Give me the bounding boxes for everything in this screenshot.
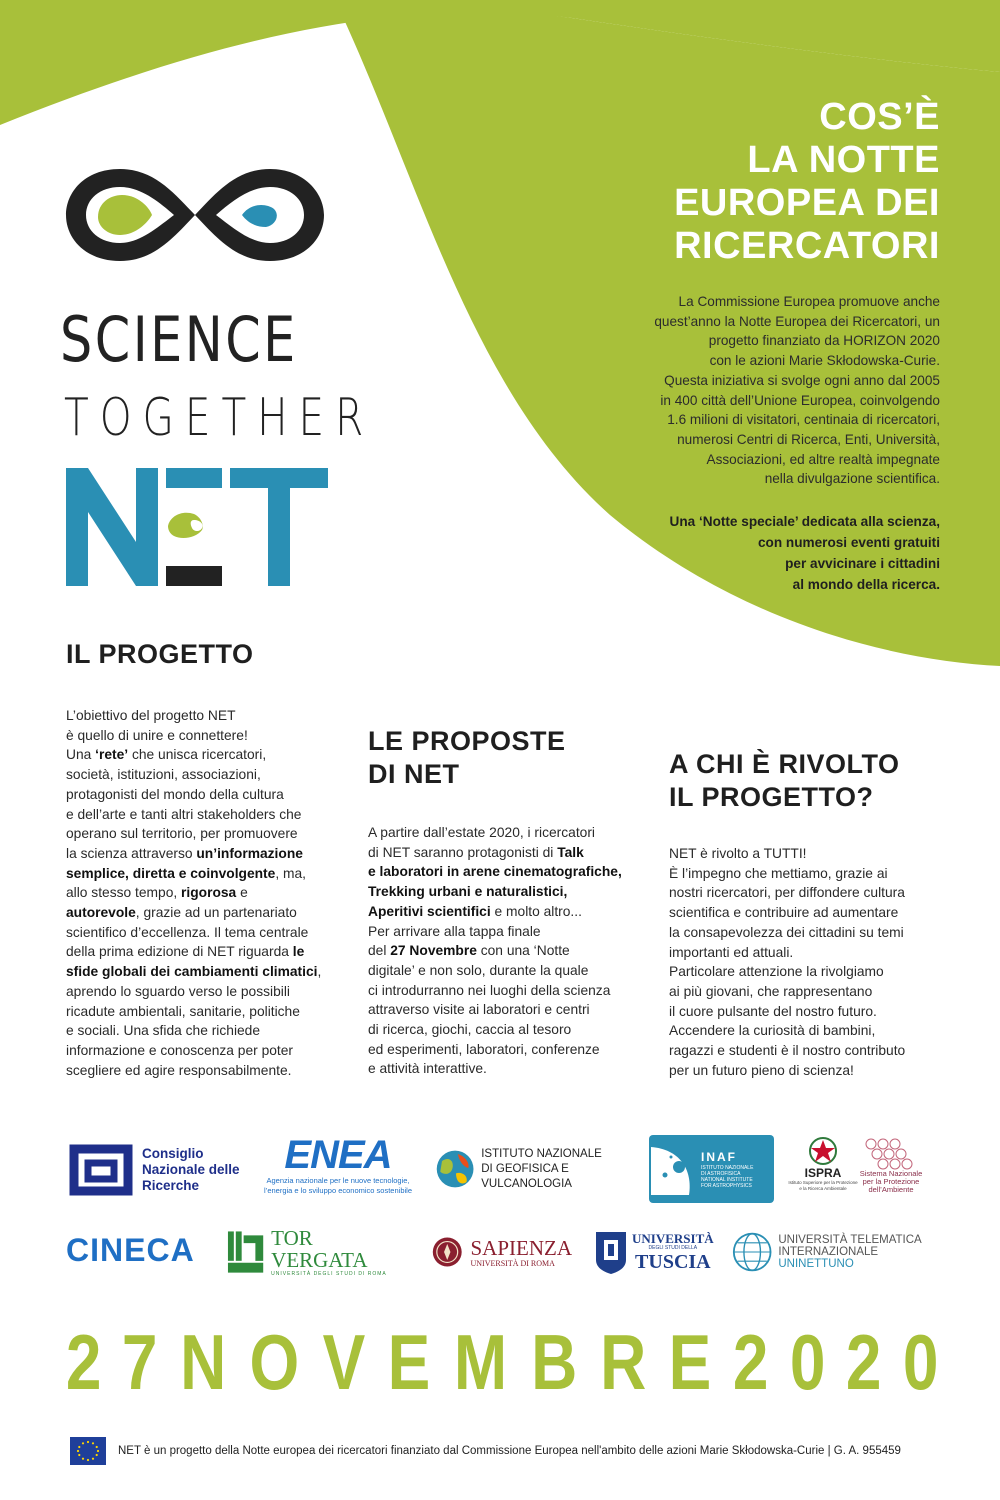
hero-desc-line: numerosi Centri di Ricerca, Enti, Università, — [677, 431, 940, 447]
ingv-text: DI GEOFISICA E VULCANOLOGIA — [481, 1162, 572, 1190]
ispra-name: ISPRA — [804, 1166, 842, 1180]
text-line: semplice, diretta e coinvolgente, ma, — [66, 865, 306, 881]
date-char: M — [453, 1318, 507, 1406]
hero-desc-line: nella divulgazione scientifica. — [764, 471, 940, 487]
text-line: autorevole, grazie ad un partenariato — [66, 905, 297, 921]
hero-highlight-line: Una ‘Notte speciale’ dedicata alla scienza, — [669, 514, 940, 529]
brand-together: TOGETHER — [64, 388, 375, 448]
footer-text: NET è un progetto della Notte europea dei ricercatori finanziato dal Commissione Europea nell'ambito delle azioni Marie Skłodowska-Curie | G. A. 955459 — [118, 1445, 901, 1457]
inaf-sub: ISTITUTO NAZIONALE — [701, 1165, 754, 1171]
hero-desc-line: La Commissione Europea promuove anche — [678, 294, 940, 309]
hero-desc-line: progetto finanziato da HORIZON 2020 — [708, 333, 940, 349]
date-char: 2 — [846, 1318, 882, 1406]
torvergata-name: TOR VERGATA — [271, 1226, 368, 1272]
hero-title-line: COS’È — [819, 96, 940, 138]
cineca-logo — [66, 1228, 206, 1272]
text-line: sfide globali dei cambiamenti climatici, — [66, 964, 322, 980]
ispra-sub: Istituto Superiore per la Protezione — [788, 1180, 858, 1185]
text-line: protagonisti del mondo della cultura — [66, 786, 284, 802]
text-line: ci introdurranno nei luoghi della scienza — [368, 982, 611, 998]
heading-line: A CHI È RIVOLTO — [669, 749, 900, 779]
date-char: 2 — [65, 1318, 102, 1406]
hero-title — [580, 96, 940, 268]
text-line: scegliere ed agire responsabilmente. — [66, 1062, 292, 1078]
event-date — [62, 1318, 942, 1406]
text-line: ai più giovani, che rappresentano — [669, 983, 873, 999]
hero-desc-line: quest’anno la Notte Europea dei Ricercatori, un — [654, 313, 940, 329]
brand-science: SCIENCE — [60, 303, 298, 376]
hero-desc-line: in 400 città dell’Unione Europea, coinvolgendo — [660, 392, 940, 408]
heading-line: LE PROPOSTE — [368, 726, 566, 756]
hero-highlight — [580, 511, 940, 595]
uninettuno-globe-icon — [732, 1230, 772, 1274]
italian-emblem-icon — [808, 1136, 838, 1166]
enea-logo — [258, 1134, 418, 1204]
text-line: attraverso visite ai laboratori e centri — [368, 1002, 590, 1018]
inaf-mark-icon — [649, 1139, 697, 1199]
inaf-logo — [649, 1135, 774, 1203]
hexagon-network-icon — [861, 1136, 921, 1170]
text-line: nostri ricercatori, per diffondere cultura — [669, 885, 905, 901]
sapienza-seal-icon — [432, 1230, 462, 1274]
audience-heading — [669, 748, 900, 814]
cnr-logo — [66, 1135, 256, 1205]
torvergata-mark-icon — [226, 1229, 265, 1275]
cnr-text: Consiglio — [142, 1146, 204, 1161]
sapienza-logo — [432, 1228, 572, 1276]
cnr-mark-icon — [66, 1139, 136, 1201]
text-line: per un futuro pieno di scienza! — [669, 1062, 854, 1078]
text-line: Per arrivare alla tappa finale — [368, 923, 541, 939]
text-line: importanti ed attuali. — [669, 944, 794, 960]
enea-sub: Agenzia nazionale per le nuove tecnologie, — [266, 1176, 410, 1185]
eu-flag-icon — [70, 1437, 106, 1465]
text-line: la scienza attraverso un’informazione — [66, 845, 303, 861]
text-line: ricadute ambientali, sanitarie, politiche — [66, 1003, 300, 1019]
date-char: E — [387, 1318, 431, 1406]
globe-icon — [435, 1146, 475, 1192]
text-line: del 27 Novembre con una ‘Notte — [368, 943, 570, 959]
date-char: N — [179, 1318, 227, 1406]
text-line: NET è rivolto a TUTTI! — [669, 846, 807, 861]
snpa-logo — [842, 1136, 940, 1202]
date-char: B — [530, 1318, 578, 1406]
ingv-text: ISTITUTO NAZIONALE — [481, 1147, 602, 1160]
cnr-text: Nazionale delle — [142, 1162, 240, 1177]
text-line: di NET saranno protagonisti di Talk — [368, 844, 584, 860]
project-heading: IL PROGETTO — [66, 639, 254, 669]
hero-desc-line: Questa iniziativa si svolge ogni anno dal 2005 — [664, 372, 940, 388]
text-line: Aperitivi scientifici e molto altro... — [368, 903, 582, 919]
date-char: V — [322, 1318, 366, 1406]
date-char: E — [669, 1318, 712, 1406]
text-line: scientifico d’eccellenza. Il tema centrale — [66, 924, 309, 940]
inaf-sub: FOR ASTROPHYSICS — [701, 1183, 752, 1189]
tuscia-text: DEGLI STUDI DELLA — [648, 1245, 698, 1251]
inaf-name: INAF — [701, 1150, 737, 1164]
date-char: 7 — [122, 1318, 158, 1406]
hero-description — [560, 292, 940, 489]
text-line: società, istituzioni, associazioni, — [66, 767, 261, 783]
hero-highlight-line: al mondo della ricerca. — [792, 577, 940, 592]
hero-highlight-line: con numerosi eventi gratuiti — [757, 535, 940, 550]
enea-sub: l’energia e lo sviluppo economico sostenibile — [263, 1186, 412, 1195]
tuscia-logo — [594, 1226, 714, 1278]
hero-desc-line: con le azioni Marie Skłodowska-Curie. — [709, 353, 940, 369]
text-line: ed esperimenti, laboratori, conferenze — [368, 1041, 600, 1057]
heading-line: DI NET — [368, 759, 460, 789]
text-line: ragazzi e studenti è il nostro contributo — [669, 1043, 906, 1059]
text-line: operano sul territorio, per promuovere — [66, 826, 298, 842]
inaf-sub: NATIONAL INSTITUTE — [701, 1177, 753, 1183]
text-line: A partire dall’estate 2020, i ricercatori — [368, 825, 595, 840]
torvergata-sub: UNIVERSITÀ DEGLI STUDI DI ROMA — [271, 1271, 387, 1277]
text-line: Trekking urbani e naturalistici, — [368, 884, 568, 900]
audience-text — [669, 844, 959, 1080]
sapienza-sub: UNIVERSITÀ DI ROMA — [470, 1258, 555, 1268]
text-line: la consapevolezza dei cittadini su temi — [669, 924, 904, 940]
snpa-text: Sistema Nazionale — [859, 1169, 923, 1178]
text-line: informazione e conoscenza per poter — [66, 1042, 294, 1058]
hero-desc-line: 1.6 milioni di visitatori, centinaia di ricercatori, — [667, 412, 940, 428]
date-char: 0 — [902, 1318, 939, 1406]
date-char: 0 — [789, 1318, 826, 1406]
tuscia-seal-icon — [594, 1230, 628, 1274]
text-line: di ricerca, giochi, caccia al tesoro — [368, 1022, 572, 1038]
text-line: e attività interattive. — [368, 1061, 487, 1077]
infinity-logo — [62, 165, 328, 265]
cineca-name: CINECA — [66, 1231, 195, 1268]
text-line: digitale’ e non solo, durante la quale — [368, 962, 589, 978]
date-char: O — [249, 1318, 300, 1406]
snpa-text: per la Protezione — [862, 1177, 920, 1186]
footer — [70, 1434, 950, 1468]
text-line: Accendere la curiosità di bambini, — [669, 1023, 876, 1039]
heading-line: IL PROGETTO? — [669, 782, 874, 812]
text-line: scientifica e contribuire ad aumentare — [669, 905, 899, 921]
date-char: 2 — [733, 1318, 769, 1406]
uninettuno-logo — [732, 1228, 942, 1276]
uninettuno-text: INTERNAZIONALE UNINETTUNO — [778, 1246, 879, 1270]
text-line: Particolare attenzione la rivolgiamo — [669, 964, 884, 980]
snpa-text: dell’Ambiente — [868, 1185, 914, 1194]
text-line: Una ‘rete’ che unisca ricercatori, — [66, 747, 267, 763]
text-line: e dell’arte e tanti altri stakeholders che — [66, 806, 302, 822]
hero-desc-line: Associazioni, ed altre realtà impegnate — [706, 451, 940, 467]
ingv-logo — [435, 1142, 640, 1196]
text-line: aprendo lo sguardo verso le possibili — [66, 983, 290, 999]
inaf-sub: DI ASTROFISICA — [701, 1171, 741, 1177]
project-text — [66, 706, 356, 1080]
date-char: R — [600, 1318, 647, 1406]
uninettuno-text: UNIVERSITÀ TELEMATICA — [778, 1234, 922, 1246]
enea-name: ENEA — [284, 1133, 392, 1177]
tuscia-name: TUSCIA — [635, 1251, 711, 1273]
tuscia-text: UNIVERSITÀ — [632, 1231, 714, 1246]
text-line: L’obiettivo del progetto NET — [66, 708, 236, 723]
proposals-text — [368, 823, 658, 1079]
hero-title-line: LA NOTTE — [747, 139, 940, 181]
cnr-text: Ricerche — [142, 1178, 200, 1193]
text-line: e sociali. Una sfida che richiede — [66, 1023, 261, 1039]
text-line: e laboratori in arene cinematografiche, — [368, 864, 622, 880]
hero-title-line: EUROPEA DEI — [674, 182, 940, 224]
torvergata-logo — [226, 1228, 411, 1276]
hero-highlight-line: per avvicinare i cittadini — [785, 556, 940, 571]
text-line: È l’impegno che mettiamo, grazie ai — [669, 865, 888, 881]
hero-title-line: RICERCATORI — [674, 225, 940, 267]
text-line: è quello di unire e connettere! — [66, 727, 248, 743]
text-line: della prima edizione di NET riguarda le — [66, 944, 305, 960]
proposals-heading — [368, 725, 566, 791]
text-line: il cuore pulsante del nostro futuro. — [669, 1003, 877, 1019]
net-logo — [66, 468, 328, 586]
text-line: allo stesso tempo, rigorosa e — [66, 885, 248, 901]
ispra-sub: e la Ricerca Ambientale — [799, 1186, 847, 1191]
sapienza-name: SAPIENZA — [470, 1235, 572, 1260]
